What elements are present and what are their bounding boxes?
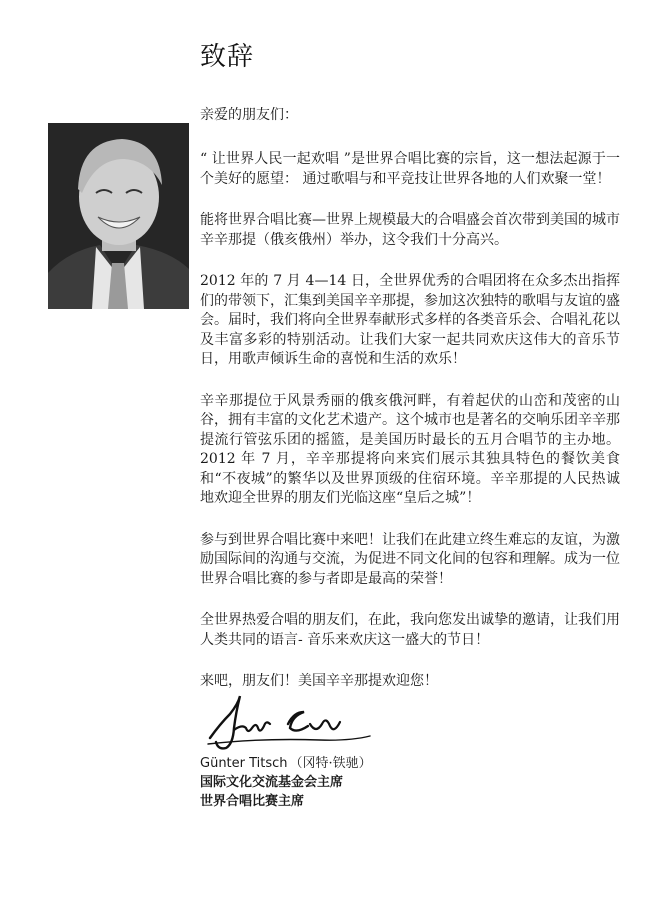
signatory-name-latin: Günter Titsch [200,756,288,771]
letter-title: 致辞 [200,42,255,72]
letter-body [200,150,620,714]
paragraph-7: 来吧，朋友们！美国辛辛那提欢迎您！ [200,673,438,689]
portrait-photo [48,123,189,309]
letter-greeting: 亲爱的朋友们： [200,107,298,123]
paragraph-6: 全世界热爱合唱的朋友们，在此，我向您发出诚挚的邀请，让我们用人类共同的语言- 音乐来欢庆这一盛大的节日！ [200,612,620,648]
signatory-name-chinese: （冈特·铁驰） [289,756,372,771]
signatory-title-2: 世界合唱比赛主席 [200,794,305,809]
handwritten-signature [200,694,400,750]
paragraph-3: 2012 年的 7 月 4—14 日，全世界优秀的合唱团将在众多杰出指挥们的带领下，汇集到美国辛辛那提，参加这次独特的歌唱与友谊的盛会。届时，我们将向全世界奉献形式多样的各类音乐会、合唱礼花以及丰富多彩的特别活动。让我们大家一起共同欢庆这伟大的音乐节日，用歌声倾诉生命的喜悦和生活的欢乐！ [200,273,620,367]
paragraph-2: 能将世界合唱比赛—世界上规模最大的合唱盛会首次带到美国的城市辛辛那提（俄亥俄州）举办，这令我们十分高兴。 [200,212,620,248]
paragraph-4: 辛辛那提位于风景秀丽的俄亥俄河畔，有着起伏的山峦和茂密的山谷，拥有丰富的文化艺术遗产。这个城市也是著名的交响乐团辛辛那提流行管弦乐团的摇篮，是美国历时最长的五月合唱节的主办地。2012 年 7 月，辛辛那提将向来宾们展示其独具特色的餐饮美食和“不夜城”的繁华以及世界顶级的住宿环境。辛辛那提的人民热诚地欢迎全世界的朋友们光临这座“皇后之城”！ [200,392,620,506]
signatory-title-1: 国际文化交流基金会主席 [200,775,344,790]
paragraph-5: 参与到世界合唱比赛中来吧！让我们在此建立终生难忘的友谊，为激励国际间的沟通与交流，为促进不同文化间的包容和理解。成为一位世界合唱比赛的参与者即是最高的荣誉！ [200,531,620,587]
paragraph-1: “ 让世界人民一起欢唱 ”是世界合唱比赛的宗旨，这一想法起源于一个美好的愿望： 通过歌唱与和平竞技让世界各地的人们欢聚一堂！ [200,151,620,187]
signatory-name [200,752,372,771]
